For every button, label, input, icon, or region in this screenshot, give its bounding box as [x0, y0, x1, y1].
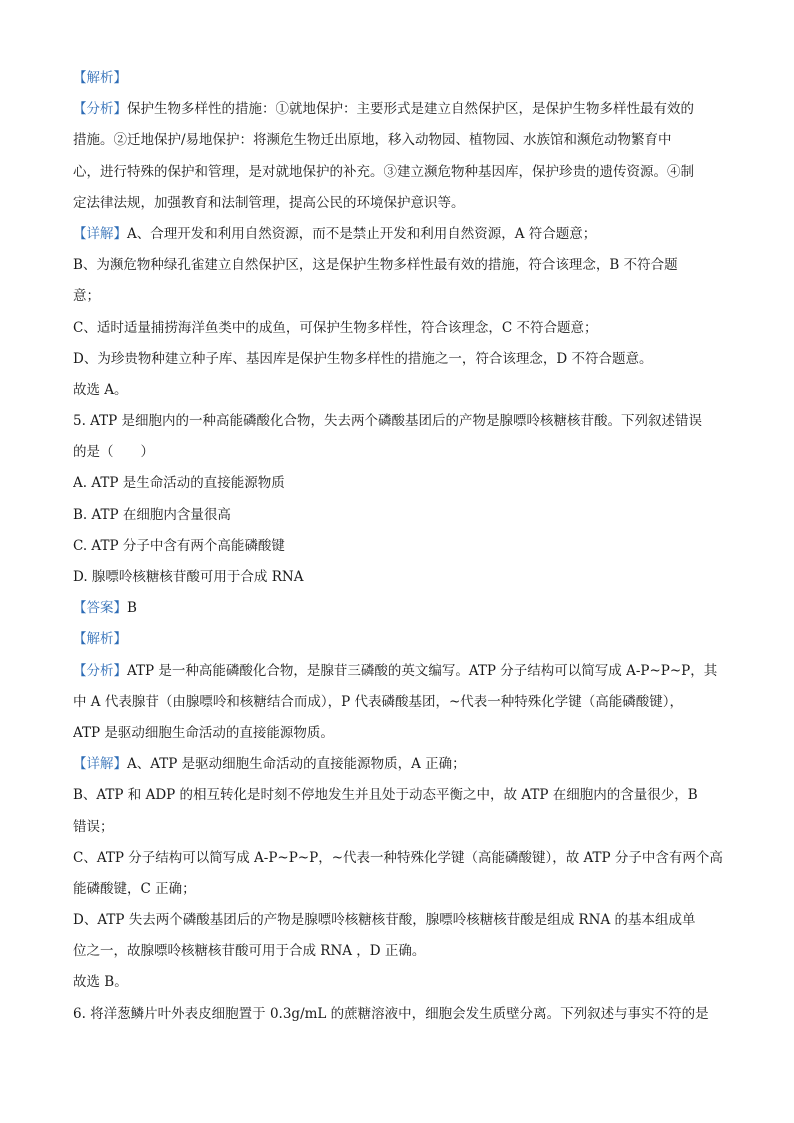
q5-option-d: D. 腺嘌呤核糖核苷酸可用于合成 RNA [73, 569, 304, 585]
q5-stem-line: 5. ATP 是细胞内的一种高能磷酸化合物，失去两个磷酸基团后的产物是腺嘌呤核糖核苷酸。下列叙述错误 [73, 413, 703, 430]
q5-xiangjie-line: 错误； [73, 818, 114, 835]
q5-fenxi-line: ATP 是驱动细胞生命活动的直接能源物质。 [73, 724, 334, 741]
q5-option-c: C. ATP 分子中含有两个高能磷酸键 [73, 537, 285, 554]
q4-conclusion: 故选 A。 [73, 381, 128, 398]
q5-xiangjie-line: 【详解】A、ATP 是驱动细胞生命活动的直接能源物质，A 正确； [73, 756, 466, 773]
q4-fenxi-line: 心，进行特殊的保护和管理，是对就地保护的补充。③建立濒危物种基因库，保护珍贵的遗传资源。④制 [73, 163, 694, 180]
q4-jiexi-heading: 【解析】 [73, 70, 127, 86]
q5-conclusion: 故选 B。 [73, 974, 128, 991]
q4-fenxi-line: 定法律法规，加强教育和法制管理，提高公民的环境保护意识等。 [73, 194, 465, 211]
page-content [73, 63, 723, 1030]
q5-stem-line: 的是（ ） [73, 444, 154, 461]
q4-fenxi-line: 【分析】保护生物多样性的措施：①就地保护：主要形式是建立自然保护区，是保护生物多样性最有效的 [73, 101, 694, 118]
q5-option-a: A. ATP 是生命活动的直接能源物质 [73, 475, 285, 492]
q4-xiangjie-line: 意； [73, 288, 100, 305]
q5-fenxi-line: 中 A 代表腺苷（由腺嘌呤和核糖结合而成），P 代表磷酸基团，~代表一种特殊化学键（高能磷酸键）， [73, 693, 684, 710]
q4-fenxi-line: 措施。②迁地保护/易地保护：将濒危生物迁出原地，移入动物园、植物园、水族馆和濒危动物繁育中 [73, 132, 672, 149]
q4-xiangjie-line: 【详解】A、合理开发和利用自然资源，而不是禁止开发和利用自然资源，A 符合题意； [73, 225, 597, 242]
q5-xiangjie-line: D、ATP 失去两个磷酸基团后的产物是腺嘌呤核糖核苷酸，腺嘌呤核糖核苷酸是组成 RNA 的基本组成单 [73, 912, 696, 929]
q4-xiangjie-line: C、适时适量捕捞海洋鱼类中的成鱼，可保护生物多样性，符合该理念，C 不符合题意； [73, 319, 598, 336]
q5-xiangjie-line: C、ATP 分子结构可以简写成 A-P~P~P，~代表一种特殊化学键（高能磷酸键），故 ATP 分子中含有两个高 [73, 849, 723, 866]
q5-option-b: B. ATP 在细胞内含量很高 [73, 506, 231, 523]
q5-jiexi-heading: 【解析】 [73, 631, 127, 648]
q6-stem-line: 6. 将洋葱鳞片叶外表皮细胞置于 0.3g/mL 的蔗糖溶液中，细胞会发生质壁分离。下列叙述与事实不符的是 [73, 1005, 709, 1022]
q4-xiangjie-line: D、为珍贵物种建立种子库、基因库是保护生物多样性的措施之一，符合该理念，D 不符合题意。 [73, 350, 653, 367]
q4-xiangjie-line: B、为濒危物种绿孔雀建立自然保护区，这是保护生物多样性最有效的措施，符合该理念，B 不符合题 [73, 257, 678, 274]
q5-fenxi-line: 【分析】ATP 是一种高能磷酸化合物，是腺苷三磷酸的英文编写。ATP 分子结构可以简写成 A-P~P~P，其 [73, 662, 718, 679]
q5-answer: 【答案】B [73, 600, 137, 617]
q5-xiangjie-line: 能磷酸键，C 正确； [73, 880, 196, 897]
q5-xiangjie-line: 位之一，故腺嘌呤核糖核苷酸可用于合成 RNA ，D 正确。 [73, 943, 426, 960]
q5-xiangjie-line: B、ATP 和 ADP 的相互转化是时刻不停地发生并且处于动态平衡之中，故 ATP 在细胞内的含量很少，B [73, 787, 698, 804]
